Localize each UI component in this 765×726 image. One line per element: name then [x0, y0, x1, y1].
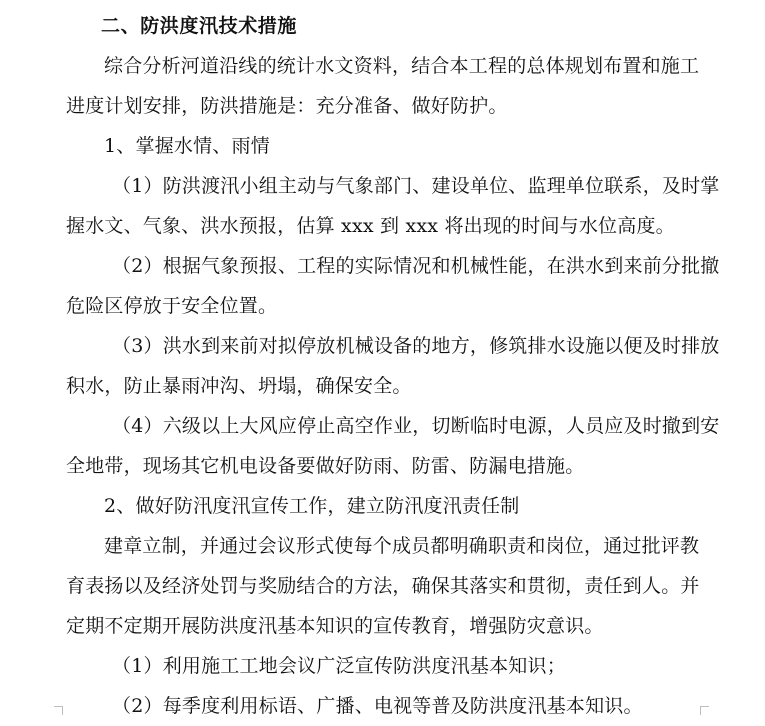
paragraph-line-7: 危险区停放于安全位置。: [66, 295, 278, 317]
paragraph-line-2: 进度计划安排，防洪措施是：充分准备、做好防护。: [66, 95, 508, 117]
paragraph-line-6: （2）根据气象预报、工程的实际情况和机械性能，在洪水到来前分批撤: [112, 255, 720, 277]
margin-corner-mark-left: [54, 706, 63, 715]
paragraph-line-9: 积水，防止暴雨冲沟、坍塌，确保安全。: [66, 375, 412, 397]
paragraph-line-5: 握水文、气象、洪水预报，估算 xxx 到 xxx 将出现的时间与水位高度。: [66, 215, 675, 237]
paragraph-line-16: （1）利用施工工地会议广泛宣传防洪度汛基本知识；: [112, 655, 566, 677]
section-heading: 二、防洪度汛技术措施: [101, 15, 298, 37]
document-body: [66, 6, 720, 726]
paragraph-line-10: （4）六级以上大风应停止高空作业，切断临时电源，人员应及时撤到安: [112, 415, 720, 437]
paragraph-line-4: （1）防洪渡汛小组主动与气象部门、建设单位、监理单位联系，及时掌: [112, 175, 720, 197]
paragraph-line-14: 育表扬以及经济处罚与奖励结合的方法，确保其落实和贯彻，责任到人。并: [66, 575, 700, 597]
paragraph-line-1: 综合分析河道沿线的统计水文资料，结合本工程的总体规划布置和施工: [104, 55, 700, 77]
paragraph-line-8: （3）洪水到来前对拟停放机械设备的地方，修筑排水设施以便及时排放: [112, 335, 720, 357]
paragraph-line-15: 定期不定期开展防洪度汛基本知识的宣传教育，增强防灾意识。: [66, 615, 604, 637]
paragraph-line-11: 全地带，现场其它机电设备要做好防雨、防雷、防漏电措施。: [66, 455, 585, 477]
subheading-2: 2、做好防汛度汛宣传工作，建立防汛度汛责任制: [104, 495, 520, 517]
margin-corner-mark-right: [700, 706, 709, 715]
paragraph-line-17: （2）每季度利用标语、广播、电视等普及防洪度汛基本知识。: [112, 695, 643, 717]
paragraph-line-13: 建章立制，并通过会议形式使每个成员都明确职责和岗位，通过批评教: [104, 535, 700, 557]
subheading-1: 1、掌握水情、雨情: [104, 135, 270, 157]
